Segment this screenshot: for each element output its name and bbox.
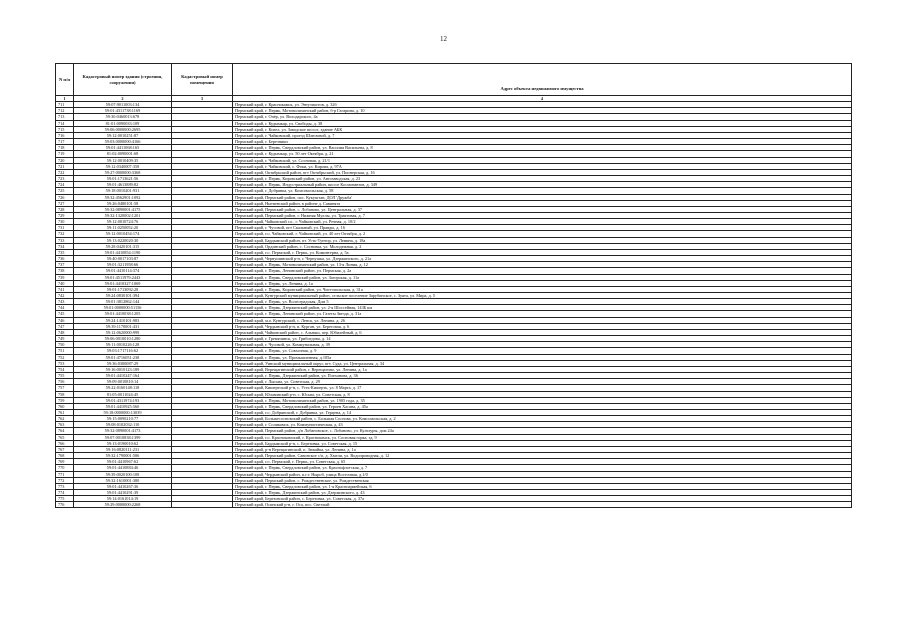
- object-address: Пермский край, г. Кудымкар, ул. 50 лет Октября, д. 21: [233, 151, 852, 157]
- object-address: Пермский край, Кишертский р-н, с. Усть-Кишерть, ул. 8 Марта, д. 17: [233, 385, 852, 391]
- object-address: Пермский край, г.о. Чайковский, г. Чайковский, ул. 40 лет Октября, д. 2: [233, 231, 852, 237]
- cadastral-number: 59:07:0010838:1399: [74, 434, 172, 440]
- object-address: Пермский край, г. Пермь, Кировский район, ул. Автозаводская, д. 23: [233, 176, 852, 182]
- object-address: Пермский край, Чердынский р-н, п. Курган, ул. Береговая, д. 6: [233, 323, 852, 329]
- object-address: Пермский край, Большесосновский район, с. Большая Соснова, ул. Комсомольская, д. 2: [233, 416, 852, 422]
- cadastral-number: 59:08:0102032:110: [74, 422, 172, 428]
- cadastral-number: 59:06:0000000:2695: [74, 126, 172, 132]
- cadastral-number: 59:32:0890001:4175: [74, 206, 172, 212]
- cadastral-number: 59:01:4410925:560: [74, 403, 172, 409]
- page-number: 12: [440, 35, 447, 43]
- header-cadastral-building: Кадастровый номер здания (строения, сооружения): [74, 64, 172, 96]
- object-address: Пермский край, Юсьвинский р-н, с. Юсьва, ул. Советская, д. 8: [233, 391, 852, 397]
- row-number: 719: [56, 151, 74, 157]
- row-number: 763: [56, 422, 74, 428]
- row-number: 759: [56, 397, 74, 403]
- object-address: Пермский край, г. Пермь, Мотовилихинский район, ул. 1905 года, д. 35: [233, 397, 852, 403]
- cadastral-number: 81:01:0090033:109: [74, 120, 172, 126]
- object-address: Пермский край, г. Чайковский, проезд Шлюзовой, д. 7: [233, 132, 852, 138]
- column-number: 3: [172, 96, 233, 102]
- row-number: 737: [56, 262, 74, 268]
- cadastral-number: 59:24:1410101:983: [74, 317, 172, 323]
- cadastral-number: 59:40:0017103:87: [74, 256, 172, 262]
- row-number: 716: [56, 132, 74, 138]
- object-address: Пермский край, Бардымский район, пт. Усть-Тунтор, ул. Ленина, д. 18а: [233, 237, 852, 243]
- object-address: Пермский край, г. Чусовой, пгт Скальный, ул. Правды, д. 16: [233, 225, 852, 231]
- object-address: Пермский край, г. Пермь, Свердловский район, ул. Краснофлотская, д. 7: [233, 465, 852, 471]
- cadastral-number: 59:12:0010409:35: [74, 157, 172, 163]
- cadastral-number: 59:01:4410267:36: [74, 483, 172, 489]
- row-number: 742: [56, 293, 74, 299]
- row-number: 729: [56, 212, 74, 218]
- row-number: 741: [56, 286, 74, 292]
- cadastral-number: 59:07:9011003:134: [74, 102, 172, 108]
- row-number: 724: [56, 182, 74, 188]
- row-number: 768: [56, 453, 74, 459]
- row-number: 744: [56, 305, 74, 311]
- row-number: 769: [56, 459, 74, 465]
- row-number: 771: [56, 471, 74, 477]
- object-address: Пермский край, Ординский район, с. Сосновка, ул. Молодежная, д. 2: [233, 243, 852, 249]
- row-number: 725: [56, 188, 74, 194]
- object-address: Пермский край, г. Пермь, Свердловский район, ул. Героев Хасана, д. 45а: [233, 403, 852, 409]
- object-address: Пермский край, Березовский район, с. Березовка, ул. Советская, д. 37а: [233, 496, 852, 502]
- cadastral-number: 59:01:4613889:82: [74, 182, 172, 188]
- object-address: Пермский край, г. Краснокамск, ул. Энтузиастов, д. 32б: [233, 102, 852, 108]
- row-number: 723: [56, 176, 74, 182]
- row-number: 749: [56, 336, 74, 342]
- cadastral-number: 59:01:1713092:28: [74, 286, 172, 292]
- row-number: 735: [56, 249, 74, 255]
- cadastral-number: 59:01:4411068:165: [74, 145, 172, 151]
- row-number: 773: [56, 483, 74, 489]
- cadastral-number: 59:12:0010251:87: [74, 132, 172, 138]
- object-address: Пермский край, г. Березники: [233, 139, 852, 145]
- row-number: 745: [56, 311, 74, 317]
- cadastral-number: 59:28:0420101:315: [74, 243, 172, 249]
- object-address: Пермский край, г. Пермь, Свердловский район, ул. Загорская, д. 11а: [233, 274, 852, 280]
- row-number: 727: [56, 200, 74, 206]
- cadastral-number: 59:01:4311738:1169: [74, 108, 172, 114]
- row-number: 767: [56, 446, 74, 452]
- object-address: Пермский край, Бардымский р-н, с. Березовка, ул. Советская, д. 15: [233, 440, 852, 446]
- object-address: Пермский край, г. Пермь, Мотовилихинский район, ул. 13-я Линия, д. 12: [233, 262, 852, 268]
- object-address: Пермский край, г. Чусовой, ул. Коммунальная, д. 39: [233, 342, 852, 348]
- object-address: Пермский край, г. Чайковский, ул. Сосновая, д. 21/1: [233, 157, 852, 163]
- object-address: Пермский край, г. Соликамск, ул. Коммунистическая, д. 43: [233, 422, 852, 428]
- cadastral-number: 59:32:1320002:1201: [74, 212, 172, 218]
- row-number: 732: [56, 231, 74, 237]
- table-header-row: [56, 64, 852, 96]
- cadastral-number: 59:01:4410854:1190: [74, 249, 172, 255]
- object-address: Пермский край, г.о. Пермский, г. Пермь, ул. Коминтерна, д. 5а: [233, 249, 852, 255]
- row-number: 731: [56, 225, 74, 231]
- row-number: 766: [56, 440, 74, 446]
- row-number: 752: [56, 354, 74, 360]
- row-number: 717: [56, 139, 74, 145]
- row-number: 762: [56, 416, 74, 422]
- row-number: 712: [56, 108, 74, 114]
- object-address: Пермский край, г. Пермь, ул. Ленина, д. 1а: [233, 280, 852, 286]
- cadastral-number: 59:01:4410327:1069: [74, 280, 172, 286]
- header-cadastral-room: Кадастровый номер помещения: [172, 64, 233, 96]
- cadastral-number: 59:03:1717116:62: [74, 348, 172, 354]
- row-number: 739: [56, 274, 74, 280]
- row-number: 746: [56, 317, 74, 323]
- row-number: 728: [56, 206, 74, 212]
- object-address: Пермский край, Пермский район, с. Рождественское, ул. Рождественская: [233, 477, 852, 483]
- object-address: Пермский край, г. Пермь, Дзержинский район, ул. Дзержинского, д. 43: [233, 490, 852, 496]
- object-address: Пермский край, г. Пермь, Ленинский район, ул. Газеты Звезда, д. 31а: [233, 311, 852, 317]
- cadastral-number: 59:32:4562901:1092: [74, 194, 172, 200]
- cadastral-number: 59:29:0000000:2268: [74, 502, 172, 508]
- cadastral-number: 59:12:0620000:999: [74, 329, 172, 335]
- object-address: Пермский край, г. Чайковский, с. Фоки, ул. Кирова, д. 97А: [233, 163, 852, 169]
- cadastral-number: 59:13:0190010:62: [74, 440, 172, 446]
- row-number: 720: [56, 157, 74, 163]
- object-address: Пермский край, Осинский р-н, г. Оса, пос. Светлый: [233, 502, 852, 508]
- object-address: Пермский край, г. Пермь, Ленинский район, ул. Пермская, д. 2а: [233, 268, 852, 274]
- cadastral-number: 59:01:4410114:374: [74, 268, 172, 274]
- cadastral-number: 59:01:4410038:1205: [74, 311, 172, 317]
- object-address: Пермский край, Чайковский г.о., г. Чайковский, ул. Речная, д. 10/2: [233, 219, 852, 225]
- row-number: 726: [56, 194, 74, 200]
- object-address: Пермский край, г. Очёр, ул. Володарского, 4а: [233, 114, 852, 120]
- cadastral-number: 59:32:1790001:586: [74, 453, 172, 459]
- cadastral-number: 59:32:0890001:4173: [74, 428, 172, 434]
- object-address: Пермский край, г.о. Пермский, г. Пермь, ул. Советская, д. 65: [233, 459, 852, 465]
- object-address: Пермский край, г. Пермь, Дзержинский район, ул. Плеханова, д. 36: [233, 373, 852, 379]
- column-number: 4: [233, 96, 852, 102]
- row-number: 740: [56, 280, 74, 286]
- row-number: 734: [56, 243, 74, 249]
- cadastral-number: 59:16:0820111:231: [74, 446, 172, 452]
- cadastral-number: 59:26:0480101:58: [74, 200, 172, 206]
- cadastral-number: 59:01:3211958:66: [74, 262, 172, 268]
- row-number: 772: [56, 477, 74, 483]
- object-address: Пермский край, г. Пермь, Индустриальный район, шоссе Космонавтов, д. 349: [233, 182, 852, 188]
- cadastral-number: 59:15:0090210:77: [74, 416, 172, 422]
- cadastral-number: 59:01:3812862:144: [74, 299, 172, 305]
- object-address: Пермский край, г. Пермь, ул. Волгоградская, Дом 5: [233, 299, 852, 305]
- cadastral-number: 59:22:0160148:118: [74, 385, 172, 391]
- row-number: 757: [56, 385, 74, 391]
- cadastral-number: 59:01:0000000:51156: [74, 305, 172, 311]
- object-address: Пермский край, г. Пермь, Кировский район, ул. Чистопольская, д. 31а: [233, 286, 852, 292]
- cadastral-number: 59:36:0300087:29: [74, 360, 172, 366]
- row-number: 761: [56, 409, 74, 415]
- object-address: Пермский край, г.о. Добрянский, г. Добрянка, ул. Герцена, д. 14: [233, 409, 852, 415]
- cadastral-number: 59:01:4311974:193: [74, 397, 172, 403]
- cadastral-number: 59:01:4410884:46: [74, 465, 172, 471]
- object-address: Пермский край, г. Кудымкар, ул. Свободы, д. 38: [233, 120, 852, 126]
- object-address: Пермский край, Пермский район, Савинское с/п, д. Хмели, ул. Водопроводная, д. 12: [233, 453, 852, 459]
- object-address: Пермский край, г. Пермь, Мотовилихинский район, б-р Гагарина, д. 10: [233, 108, 852, 114]
- cadastral-number: 59:12:0340007:358: [74, 163, 172, 169]
- row-number: 713: [56, 114, 74, 120]
- cadastral-number: 81:05:0011024:45: [74, 391, 172, 397]
- cadastral-number: 59:16:0010123:189: [74, 366, 172, 372]
- row-number: 714: [56, 120, 74, 126]
- row-number: 770: [56, 465, 74, 471]
- object-address: Пермский край, Пермский район, с. Лобаново, ул. Центральная, д. 37: [233, 206, 852, 212]
- cadastral-number: 59:11:0250052:20: [74, 225, 172, 231]
- object-address: Пермский край, Нытвенский район, в районе д. Савинята: [233, 200, 852, 206]
- row-number: 751: [56, 348, 74, 354]
- object-address: Пермский край, Чайковский район, с. Альняш, пер. Юбилейный, д. 6: [233, 329, 852, 335]
- cadastral-number: 59:01:4410967:62: [74, 459, 172, 465]
- cadastral-number: 59:32:1610001:380: [74, 477, 172, 483]
- row-number: 776: [56, 502, 74, 508]
- room-cadastral-number: [172, 502, 233, 508]
- cadastral-number: 59:12:0010454:174: [74, 231, 172, 237]
- cadastral-number: 59:24:0830101:394: [74, 293, 172, 299]
- property-table: [55, 63, 852, 508]
- cadastral-number: 81:02:0090001:68: [74, 151, 172, 157]
- cadastral-number: 59:18:0000000:13039: [74, 409, 172, 415]
- cadastral-number: 59:39:1170001:431: [74, 323, 172, 329]
- object-address: Пермский край, г. Пермь, ул. Совхозная, д. 9: [233, 348, 852, 354]
- object-address: Пермский край, р-н Верещагинский, п. Зюкайка, ул. Ленина, д. 1а: [233, 446, 852, 452]
- cadastral-number: 59:01:4716051:238: [74, 354, 172, 360]
- cadastral-number: 59:01:4410291:39: [74, 490, 172, 496]
- object-address: Пермский край, Октябрьский район, пгт Октябрьский, ул. Пионерская, д. 16: [233, 169, 852, 175]
- row-number: 722: [56, 169, 74, 175]
- cadastral-number: 59:27:0000000:3368: [74, 169, 172, 175]
- cadastral-number: 59:01:1713621:56: [74, 176, 172, 182]
- row-number: 764: [56, 428, 74, 434]
- cadastral-number: 59:01:4511979:2443: [74, 274, 172, 280]
- row-number: 753: [56, 360, 74, 366]
- row-number: 765: [56, 434, 74, 440]
- row-number: 743: [56, 299, 74, 305]
- cadastral-number: 59:14:0161014:19: [74, 496, 172, 502]
- cadastral-number: 59:09:0010810:14: [74, 379, 172, 385]
- object-address: Пермский край, Чернушинский р-н, г. Чернушка, ул. Дзержинского, д. 21а: [233, 256, 852, 262]
- column-number: 1: [56, 96, 74, 102]
- object-address: Пермский край, м.о. Кунгурский, с. Ленск, ул. Ленина, д. 26: [233, 317, 852, 323]
- row-number: 748: [56, 329, 74, 335]
- object-address: Пермский край, Пермский район, г. Нижняя Муллы, ул. Трактовая, д. 7: [233, 212, 852, 218]
- object-address: Пермский край, Пермский район, д/п Лобановское, с. Лобаново, ул. Культуры, дом 24а: [233, 428, 852, 434]
- row-number: 750: [56, 342, 74, 348]
- column-number: 2: [74, 96, 172, 102]
- row-number: 760: [56, 403, 74, 409]
- object-address: Пермский край, г. Пермь, Свердловский район, ул. Василия Васильева, д. 8: [233, 145, 852, 151]
- object-address: Пермский край, г. Гремячинск, ул. Грибоедова, д. 14: [233, 336, 852, 342]
- row-number: 775: [56, 496, 74, 502]
- row-number: 721: [56, 163, 74, 169]
- row-number: 774: [56, 490, 74, 496]
- header-num: N п/п: [56, 64, 74, 96]
- row-number: 758: [56, 391, 74, 397]
- row-number: 738: [56, 268, 74, 274]
- table-row: [56, 502, 852, 508]
- cadastral-number: 59:12:0010724:76: [74, 219, 172, 225]
- object-address: Пермский край, Пермский район, пос. Кукуштан, ДОЛ 'Дружба': [233, 194, 852, 200]
- object-address: Пермский край, Чердынский район, п.г.т. Ныроб, улица Восточная, д.1/0: [233, 471, 852, 477]
- cadastral-number: 59:18:0010201:931: [74, 188, 172, 194]
- cadastral-number: 59:30:0460013:678: [74, 114, 172, 120]
- row-number: 756: [56, 379, 74, 385]
- header-address: Адрес объекта недвижимого имущества: [233, 64, 852, 96]
- object-address: Пермский край, Уинский муниципальный округ, пгт. Суда, ул. Центральная, д. 34: [233, 360, 852, 366]
- row-number: 747: [56, 323, 74, 329]
- object-address: Пермский край, г.о. Краснокамский, г. Краснокамск, ул. Сосновая горка, зд. 9: [233, 434, 852, 440]
- row-number: 733: [56, 237, 74, 243]
- object-address: Пермский край, г. Добрянка, ул. Комсомольская, д. 58: [233, 188, 852, 194]
- row-number: 755: [56, 373, 74, 379]
- cadastral-number: 59:03:0000000:4166: [74, 139, 172, 145]
- row-number: 730: [56, 219, 74, 225]
- cadastral-number: 59:06:0010010:1280: [74, 336, 172, 342]
- cadastral-number: 59:39:0020100:108: [74, 471, 172, 477]
- object-address: Пермский край, г. Пермь, Дзержинский район, ул. 2-я Шоссейная, 143Б км: [233, 305, 852, 311]
- cadastral-number: 59:01:4410247:164: [74, 373, 172, 379]
- object-address: Пермский край, г. Кизел, ул. Заводское шоссе, здание АБК: [233, 126, 852, 132]
- row-number: 754: [56, 366, 74, 372]
- row-number: 736: [56, 256, 74, 262]
- row-number: 718: [56, 145, 74, 151]
- object-address: Пермский край, г. Лысьва, ул. Советская, д. 29: [233, 379, 852, 385]
- row-number: 711: [56, 102, 74, 108]
- cadastral-number: 59:11:0010226:128: [74, 342, 172, 348]
- object-address: Пермский край, Верещагинский район, г. Верещагино, ул. Ленина, д. 1а: [233, 366, 852, 372]
- object-address: Пермский край, г. Пермь, ул. Промышленная, д.105а: [233, 354, 852, 360]
- row-number: 715: [56, 126, 74, 132]
- cadastral-number: 59:13:0220020:30: [74, 237, 172, 243]
- object-address: Пермский край, Кунгурский муниципальный район, сельское поселение Зарубинское, с. Зуята, ул. Мира, д. 5: [233, 293, 852, 299]
- object-address: Пермский край, г. Пермь, Свердловский район, ул. 1-я Красноармейская, 6: [233, 483, 852, 489]
